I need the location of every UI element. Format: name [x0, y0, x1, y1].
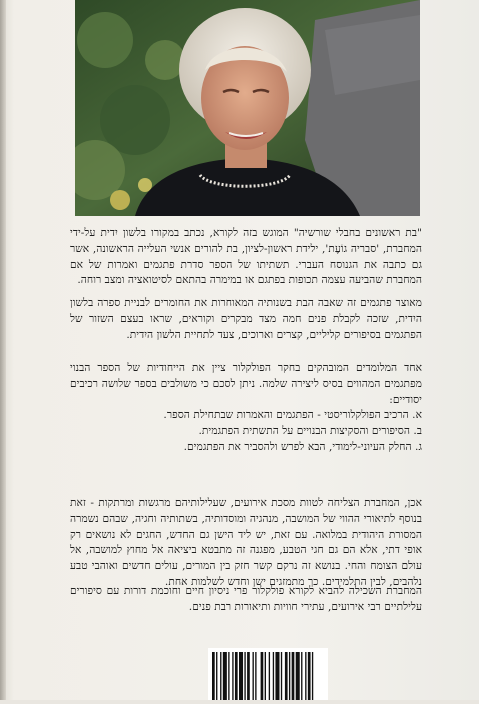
paragraph-text: אחד המלומדים המובהקים בחקר הפולקלור ציין את הייחודיות של הספר הבנוי מפתגמים המהווים בסיס ליצירה שלמה. ניתן לסכם כי משולבים בספר שלושה רכיבים יסודיים:: [70, 362, 422, 406]
barcode-bar: [235, 652, 238, 700]
barcode-bar: [244, 652, 245, 700]
barcode-bar: [247, 652, 250, 700]
paragraph-closing: [70, 584, 422, 616]
author-photo: [75, 0, 420, 216]
paragraph-components: [70, 361, 422, 456]
paragraph-story: [70, 496, 422, 591]
paragraph-text: מאוצר פתגמים זה שאבה הבת בשנותיה המאוחרות את החומרים לבניית ספרה בלשון היִדית, שזכה לקבלת פנים חמה מצד מבקרים וקוראים, שראו בעצם השזור של הפתגמים בסיפורים קליליים, קצרים וארוכים, צעד לתחיית הלשון היִדית.: [70, 297, 422, 341]
barcode-bar: [308, 652, 311, 700]
barcode-bar: [253, 652, 254, 700]
paragraph-proverbs: [70, 296, 422, 343]
component-item: ג. החלק העיוני-לימודי, הבא לפרש ולהסביר את הפתגמים.: [183, 440, 422, 453]
paragraph-intro: [70, 226, 422, 289]
component-item: ב. הסיפורים והסקיצות הבנויים על התשתית הפתגמית.: [198, 425, 422, 438]
barcode-bar: [220, 652, 221, 700]
barcode-bar: [239, 652, 243, 700]
barcode-bar: [265, 652, 266, 700]
spine-edge: [0, 0, 6, 700]
barcode-bar: [261, 652, 264, 700]
barcode-bar: [269, 652, 270, 700]
barcode-bars: [208, 648, 328, 700]
barcode-bar: [305, 652, 306, 700]
isbn-barcode: [208, 648, 328, 700]
paragraph-text: המחברת השכילה להביא לקורא פולקלור פרי ניסיון חיים וחוכמת דורות עם סיפורים עלילתיים רבי אירועים, עתירי חוויות ותיאורות רבת פנים.: [70, 585, 422, 613]
barcode-bar: [285, 652, 288, 700]
barcode-bar: [301, 652, 302, 700]
barcode-bar: [255, 652, 256, 700]
barcode-bar: [312, 652, 313, 700]
barcode-bar: [273, 652, 274, 700]
barcode-bar: [232, 652, 233, 700]
barcode-bar: [292, 652, 295, 700]
portrait-illustration: [75, 0, 420, 216]
barcode-bar: [289, 652, 290, 700]
barcode-bar: [216, 652, 217, 700]
barcode-bar: [228, 652, 229, 700]
barcode-bar: [223, 652, 227, 700]
barcode-bar: [212, 652, 215, 700]
paragraph-text: אכן, המחברת הצליחה לטוות מסכת אירועים, שעלילותיהם מרגשות ומרתקות - זאת בנוסף לתיאורי ההווי של המושבה, מנהגיה ומוסדותיה, בשתותיה וחגיה, שבהם נשמרה המסורת היהודית במלואה. עם זאת, יש ליד הישן גם החדש, החגים לא נושאים רק אופי דתי, אלא הם גם חגי הטבע, מפגנה זה מתבטא ביציאה אל מחוץ למושבה, אל עולם הצומח והחי. בנושא זה נרקם קשר חזק בין המורים, עולים חדשים ואוהבי טבע נלהבים, לבין התלמידים. כך מתמזגים ישן וחדש לשלמות אחת.: [70, 497, 422, 588]
paragraph-text: "בת ראשונים בחבלי שורשיה" המוגש בזה לקורא, נכתב במקורו בלשון יִדית על-ידי המחברת, 'סבריה גוֹעֶת', ילידת ראשון-לציון, בת להורים אנשי העלייה הראשונה, אשר גם כתבה את הגנוסח העברי. תשתיתו של הספר סדרת פתגמים ואמרות של אם המחברת שהביעה עצמה תכופות בפתגם או במימרה בהתאם לסיטואציה ומצב רוחה.: [70, 227, 422, 287]
barcode-bar: [275, 652, 279, 700]
barcode-bar: [281, 652, 282, 700]
barcode-bar: [296, 652, 300, 700]
component-item: א. הרכיב הפולקלוריסטי - הפתגמים והאמרות שבתחילת הספר.: [163, 409, 422, 422]
